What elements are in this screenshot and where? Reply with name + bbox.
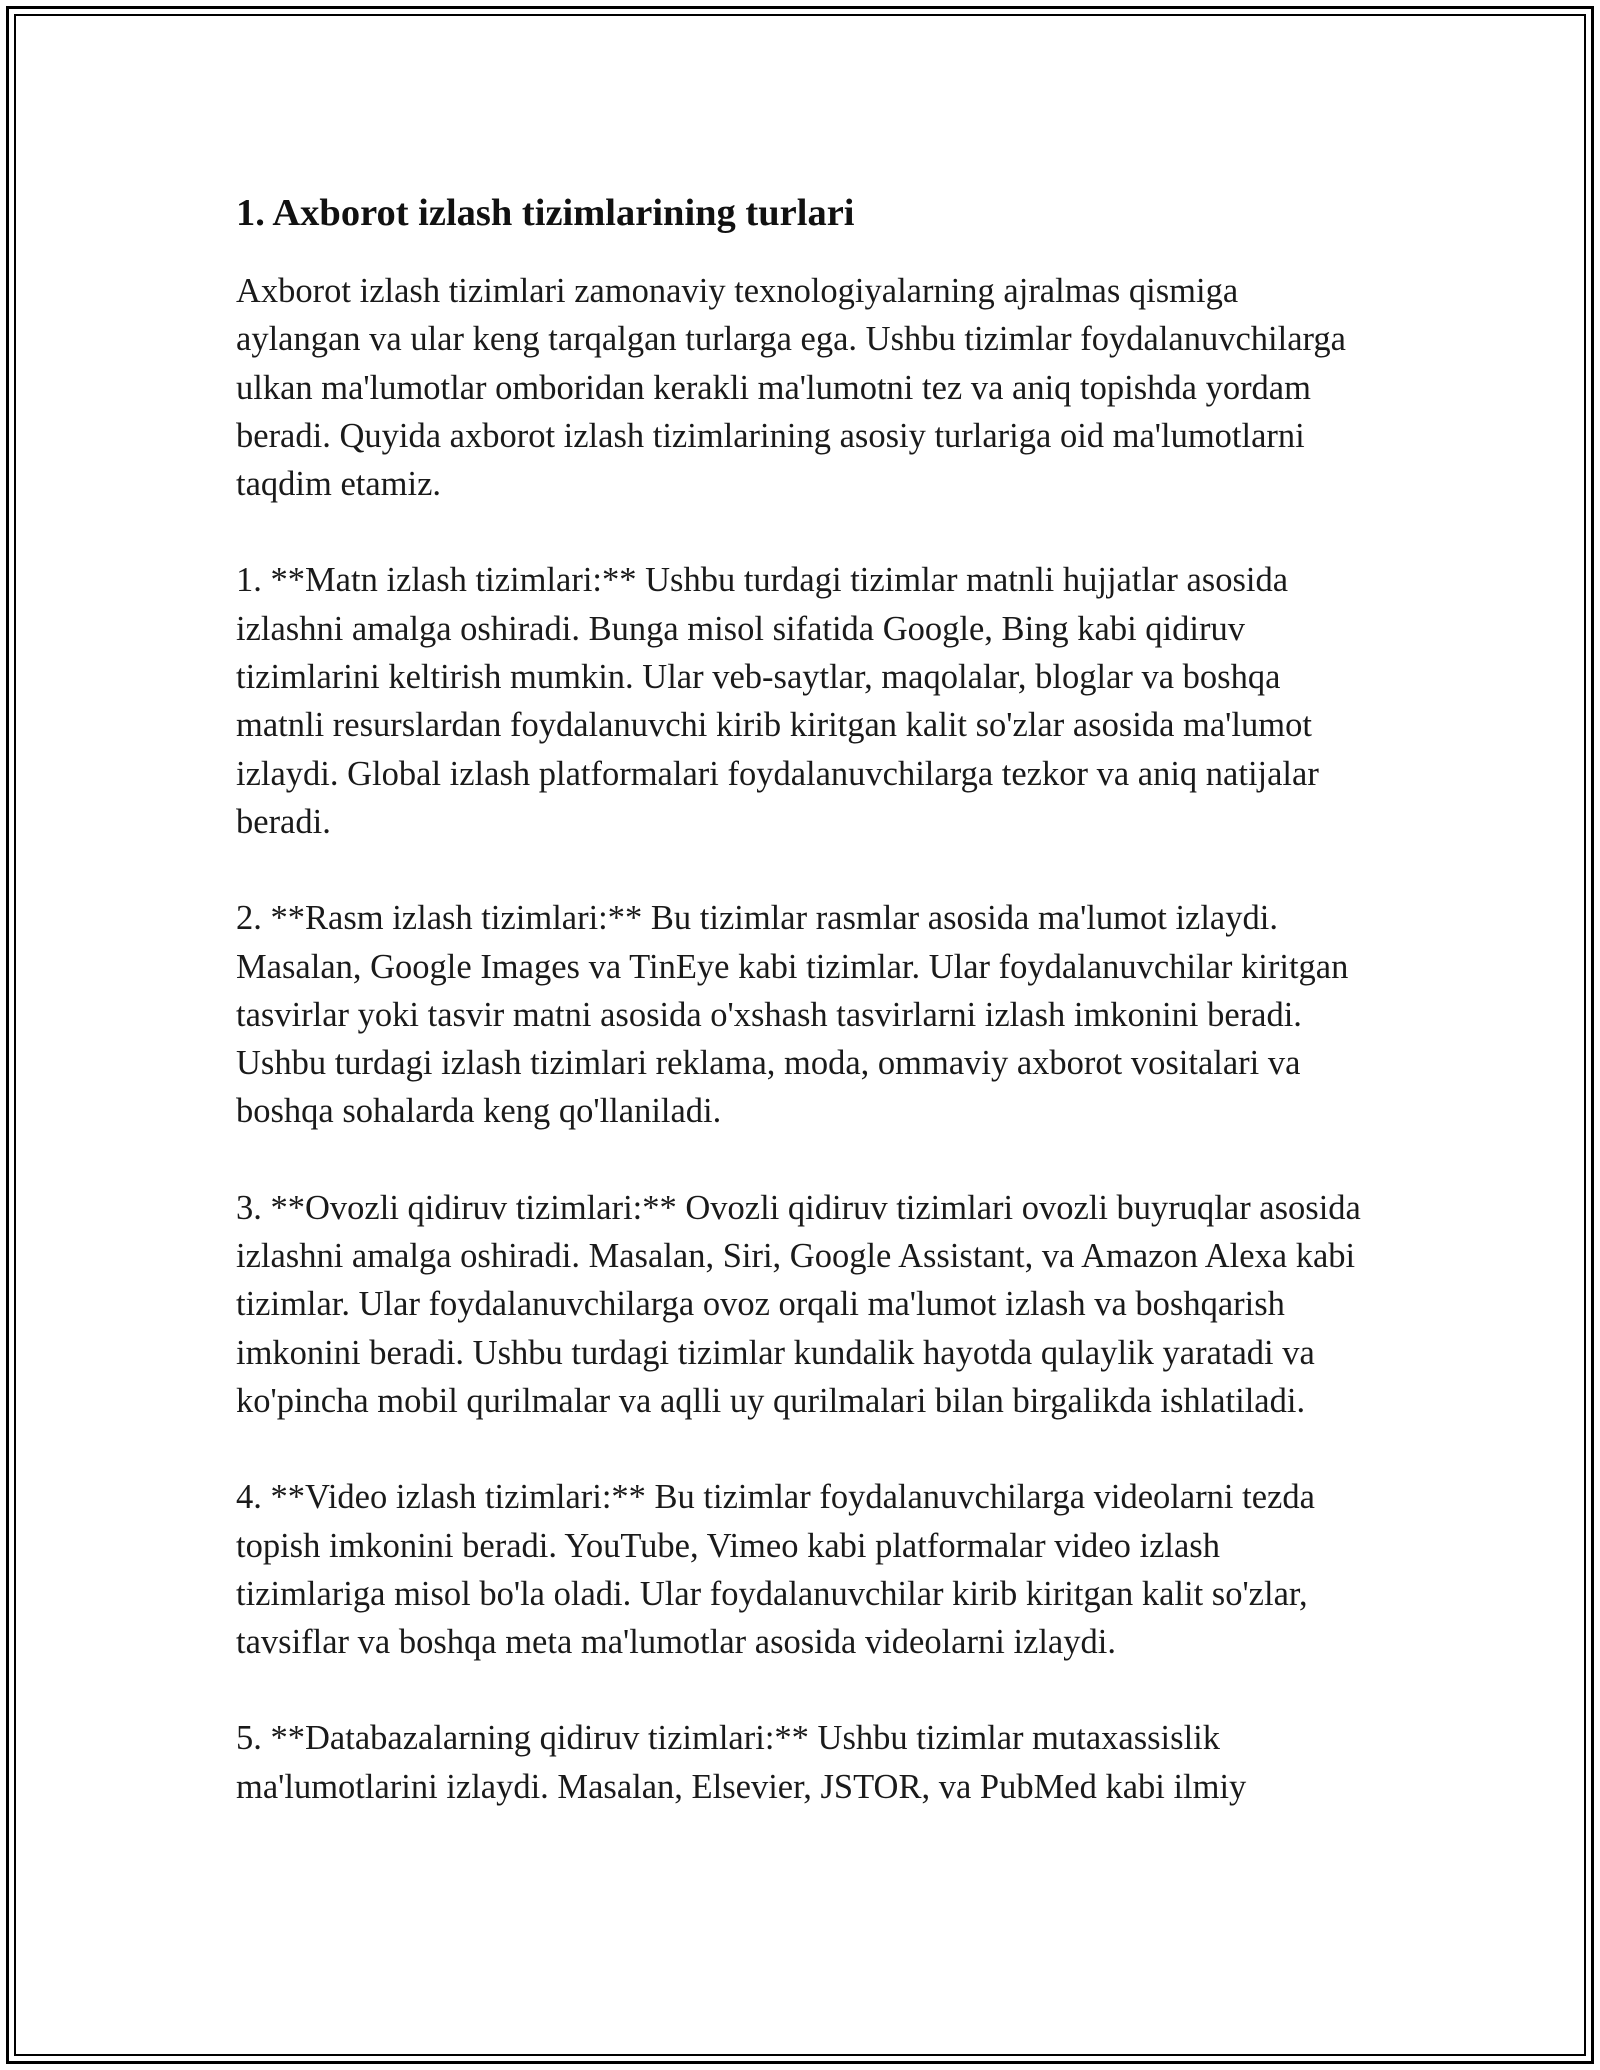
section-image-search: 2. **Rasm izlash tizimlari:** Bu tizimlar rasmlar asosida ma'lumot izlaydi. Masalan, Google Images va TinEye kabi tizimlar. Ular foydalanuvchilar kiritgan tasvirlar yoki tasvir matni asosida o'xshash tasvirlarni izlash imkonini beradi. Ushbu turdagi izlash tizimlari reklama, moda, ommaviy axborot vositalari va boshqa sohalarda keng qo'llaniladi. bbox=[236, 899, 1349, 1131]
intro-paragraph: Axborot izlash tizimlari zamonaviy texnologiyalarning ajralmas qismiga aylangan va ular keng tarqalgan turlarga ega. Ushbu tizimlar foydalanuvchilarga ulkan ma'lumotlar omboridan kerakli ma'lumotni tez va aniq topishda yordam beradi. Quyida axborot izlash tizimlarining asosiy turlariga oid ma'lumotlarni taqdim etamiz. bbox=[236, 272, 1346, 504]
document-title: 1. Axborot izlash tizimlarining turlari bbox=[236, 192, 855, 234]
section-voice-search: 3. **Ovozli qidiruv tizimlari:** Ovozli qidiruv tizimlari ovozli buyruqlar asosida izlashni amalga oshiradi. Masalan, Siri, Google Assistant, va Amazon Alexa kabi tizimlar. Ular foydalanuvchilarga ovoz orqali ma'lumot izlash va boshqarish imkonini beradi. Ushbu turdagi tizimlar kundalik hayotda qulaylik yaratadi va ko'pincha mobil qurilmalar va aqlli uy qurilmalari bilan birgalikda ishlatiladi. bbox=[236, 1188, 1361, 1420]
section-video-search: 4. **Video izlash tizimlari:** Bu tizimlar foydalanuvchilarga videolarni tezda topish imkonini beradi. YouTube, Vimeo kabi platformalar video izlash tizimlariga misol bo'la oladi. Ular foydalanuvchilar kirib kiritgan kalit so'zlar, tavsiflar va boshqa meta ma'lumotlar asosida videolarni izlaydi. bbox=[236, 1478, 1315, 1662]
document-body bbox=[236, 185, 1366, 1859]
section-text-search: 1. **Matn izlash tizimlari:** Ushbu turdagi tizimlar matnli hujjatlar asosida izlashni amalga oshiradi. Bunga misol sifatida Google, Bing kabi qidiruv tizimlarini keltirish mumkin. Ular veb-saytlar, maqolalar, bloglar va boshqa matnli resurslardan foydalanuvchi kirib kiritgan kalit so'zlar asosida ma'lumot izlaydi. Global izlash platformalari foydalanuvchilarga tezkor va aniq natijalar beradi. bbox=[236, 561, 1319, 841]
section-database-search: 5. **Databazalarning qidiruv tizimlari:** Ushbu tizimlar mutaxassislik ma'lumotlarini izlaydi. Masalan, Elsevier, JSTOR, va PubMed kabi ilmiy bbox=[236, 1719, 1247, 1806]
